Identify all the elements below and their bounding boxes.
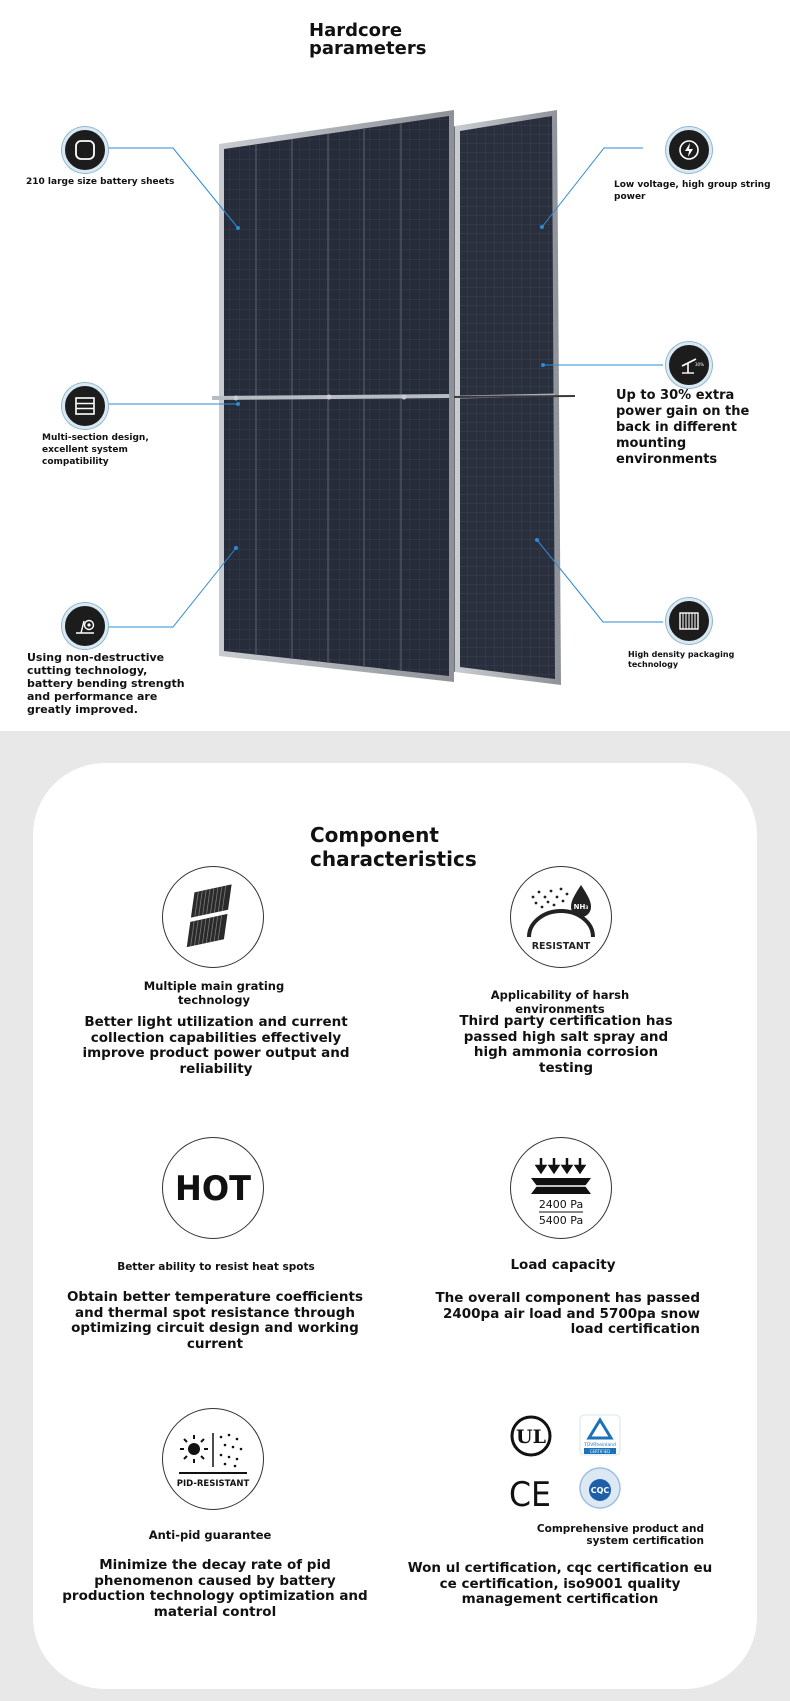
tuv-certified-text: CERTIFIED bbox=[589, 1449, 611, 1454]
feature-label-backside-gain: Up to 30% extra power gain on the back in different mounting environments bbox=[616, 388, 750, 467]
sections-icon bbox=[62, 383, 108, 429]
ul-logo-text: UL bbox=[516, 1426, 546, 1448]
feature-label-multi-section: Multi-section design, excellent system compatibility bbox=[42, 433, 149, 467]
hot-label: HOT bbox=[175, 1169, 252, 1209]
characteristic-description: Obtain better temperature coefficients and thermal spot resistance through optimizing circuit design and working current bbox=[66, 1289, 364, 1352]
ce-logo-text: CE bbox=[509, 1475, 551, 1515]
characteristic-description: Minimize the decay rate of pid phenomenon caused by battery production technology optimization and material control bbox=[62, 1557, 368, 1620]
pid-resistant-label: PID-RESISTANT bbox=[176, 1479, 250, 1489]
characteristic-description: Won ul certification, cqc certification eu ce certification, iso9001 quality management certification bbox=[407, 1560, 713, 1607]
resistant-label: RESISTANT bbox=[531, 941, 591, 952]
certification-logos-icon bbox=[508, 1412, 626, 1515]
characteristic-title: Anti-pid guarantee bbox=[148, 1528, 272, 1542]
load-label-1: 2400 Pa bbox=[538, 1198, 584, 1211]
characteristic-title: Better ability to resist heat spots bbox=[117, 1261, 315, 1273]
mount-angle-icon bbox=[666, 342, 712, 388]
characteristic-title: Multiple main grating technology bbox=[143, 979, 285, 1007]
svg-text:30%: 30% bbox=[695, 362, 704, 367]
feature-label-high-density: High density packaging technology bbox=[628, 650, 735, 669]
load-label-2: 5400 Pa bbox=[538, 1214, 584, 1227]
characteristic-title: Comprehensive product and system certification bbox=[536, 1523, 704, 1547]
resistant-icon bbox=[510, 866, 612, 968]
characteristic-description: Better light utilization and current collection capabilities effectively improve product power output and reliability bbox=[82, 1014, 350, 1077]
cqc-logo-text: CQC bbox=[590, 1486, 610, 1495]
hot-icon bbox=[162, 1137, 264, 1239]
pid-resistant-icon bbox=[162, 1408, 264, 1510]
characteristic-description: Third party certification has passed high salt spray and high ammonia corrosion testing bbox=[459, 1013, 673, 1076]
characteristic-title: Load capacity bbox=[510, 1257, 616, 1273]
characteristic-description: The overall component has passed 2400pa air load and 5700pa snow load certification bbox=[435, 1290, 700, 1337]
rounded-square-icon bbox=[62, 127, 108, 173]
dense-grid-icon bbox=[666, 598, 712, 644]
feature-label-battery-sheets: 210 large size battery sheets bbox=[26, 177, 175, 187]
feature-label-non-destructive-cutting: Using non-destructive cutting technology, battery bending strength and performance are greatly improved. bbox=[27, 651, 185, 716]
grating-panels-icon bbox=[162, 866, 264, 968]
tuv-logo-text: TÜVRheinland bbox=[584, 1443, 616, 1448]
feature-label-string-power: Low voltage, high group string power bbox=[614, 180, 771, 202]
nh3-label: NH₃ bbox=[573, 903, 589, 911]
section-title-component: Component characteristics bbox=[310, 823, 477, 871]
load-icon bbox=[510, 1137, 612, 1239]
component-characteristics-section bbox=[0, 731, 790, 1701]
section-title-hardcore: Hardcore parameters bbox=[309, 20, 427, 59]
hardcore-parameters-section bbox=[0, 0, 790, 731]
characteristic-title: Applicability of harsh environments bbox=[490, 988, 630, 1016]
bolt-gauge-icon bbox=[666, 127, 712, 173]
cutting-icon bbox=[62, 603, 108, 649]
characteristics-card bbox=[33, 763, 757, 1689]
